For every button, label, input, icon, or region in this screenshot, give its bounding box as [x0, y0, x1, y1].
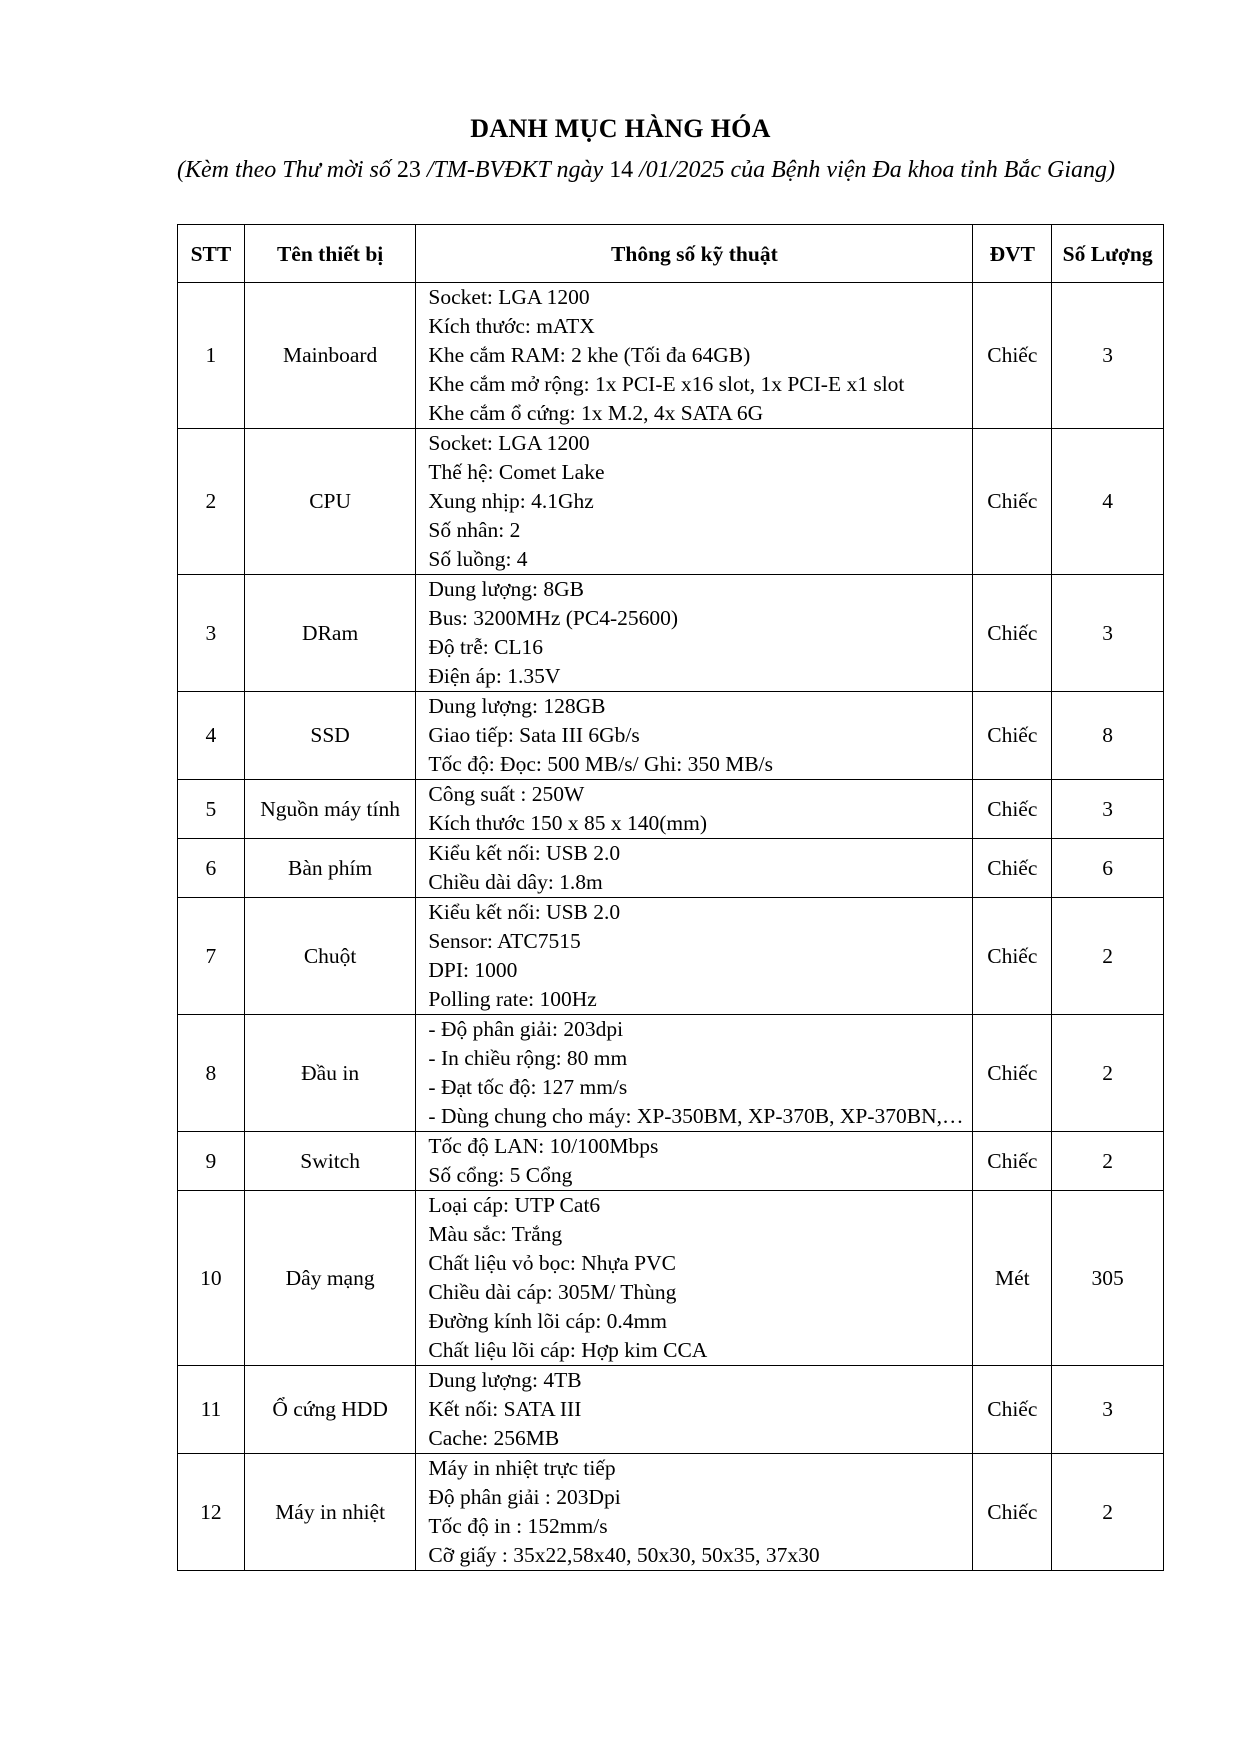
letter-day: 14 [609, 157, 634, 183]
header-unit: ĐVT [973, 225, 1052, 283]
cell-spec [416, 1366, 973, 1454]
cell-quantity: 2 [1052, 1132, 1164, 1191]
cell-spec [416, 1191, 973, 1366]
cell-device-name: CPU [244, 429, 416, 575]
table-row [178, 575, 1164, 692]
cell-stt: 11 [178, 1366, 245, 1454]
table-row [178, 1366, 1164, 1454]
cell-stt: 4 [178, 692, 245, 780]
spec-line: Khe cắm mở rộng: 1x PCI-E x16 slot, 1x PCI-E x1 slot [428, 372, 905, 396]
spec-line: Loại cáp: UTP Cat6 [428, 1193, 601, 1217]
cell-stt: 10 [178, 1191, 245, 1366]
cell-quantity: 2 [1052, 1454, 1164, 1571]
cell-stt: 6 [178, 839, 245, 898]
cell-quantity: 3 [1052, 283, 1164, 429]
table-row [178, 1132, 1164, 1191]
cell-unit: Chiếc [973, 692, 1052, 780]
spec-line: Khe cắm ổ cứng: 1x M.2, 4x SATA 6G [428, 401, 764, 425]
cell-device-name: SSD [244, 692, 416, 780]
spec-line: Tốc độ LAN: 10/100Mbps [428, 1134, 659, 1158]
spec-line: Socket: LGA 1200 [428, 285, 590, 309]
spec-line: Số nhân: 2 [428, 518, 521, 542]
cell-device-name: Chuột [244, 898, 416, 1015]
table-header-row [178, 225, 1164, 283]
table-row [178, 839, 1164, 898]
cell-stt: 1 [178, 283, 245, 429]
cell-quantity: 2 [1052, 1015, 1164, 1132]
cell-stt: 7 [178, 898, 245, 1015]
spec-line: Kết nối: SATA III [428, 1397, 582, 1421]
cell-quantity: 305 [1052, 1191, 1164, 1366]
spec-line: - In chiều rộng: 80 mm [428, 1046, 628, 1070]
spec-line: Độ phân giải : 203Dpi [428, 1485, 621, 1509]
cell-unit: Chiếc [973, 780, 1052, 839]
cell-stt: 5 [178, 780, 245, 839]
cell-spec [416, 1454, 973, 1571]
spec-line: Dung lượng: 128GB [428, 694, 606, 718]
header-spec: Thông số kỹ thuật [416, 225, 973, 283]
table-row [178, 780, 1164, 839]
table-row [178, 692, 1164, 780]
cell-quantity: 8 [1052, 692, 1164, 780]
spec-line: Sensor: ATC7515 [428, 929, 581, 953]
spec-line: Chất liệu lõi cáp: Hợp kim CCA [428, 1338, 708, 1362]
header-stt: STT [178, 225, 245, 283]
subtitle-text: /01/2025 của Bệnh viện Đa khoa tỉnh Bắc Giang) [633, 157, 1116, 183]
cell-spec [416, 1015, 973, 1132]
letter-number: 23 [396, 157, 421, 183]
table-row [178, 1454, 1164, 1571]
cell-unit: Chiếc [973, 898, 1052, 1015]
cell-unit: Chiếc [973, 1132, 1052, 1191]
cell-spec [416, 898, 973, 1015]
spec-line: DPI: 1000 [428, 958, 518, 982]
cell-device-name: Đầu in [244, 1015, 416, 1132]
spec-line: Máy in nhiệt trực tiếp [428, 1456, 616, 1480]
table-body [178, 283, 1164, 1571]
cell-spec [416, 283, 973, 429]
cell-device-name: Switch [244, 1132, 416, 1191]
spec-line: Kích thước 150 x 85 x 140(mm) [428, 811, 708, 835]
goods-table [177, 224, 1164, 1571]
cell-spec [416, 839, 973, 898]
spec-line: Độ trễ: CL16 [428, 635, 544, 659]
cell-device-name: Bàn phím [244, 839, 416, 898]
spec-line: Đường kính lõi cáp: 0.4mm [428, 1309, 668, 1333]
spec-line: Công suất : 250W [428, 782, 585, 806]
cell-device-name: Mainboard [244, 283, 416, 429]
spec-line: Socket: LGA 1200 [428, 431, 590, 455]
cell-stt: 9 [178, 1132, 245, 1191]
subtitle-text: /TM-BVĐKT ngày [420, 157, 610, 183]
document-subtitle [177, 154, 1137, 187]
cell-spec [416, 1132, 973, 1191]
table-row [178, 429, 1164, 575]
table-row [178, 1191, 1164, 1366]
cell-device-name: Ổ cứng HDD [244, 1366, 416, 1454]
cell-quantity: 6 [1052, 839, 1164, 898]
spec-line: Dung lượng: 8GB [428, 577, 585, 601]
cell-unit: Mét [973, 1191, 1052, 1366]
cell-quantity: 2 [1052, 898, 1164, 1015]
cell-quantity: 3 [1052, 1366, 1164, 1454]
cell-unit: Chiếc [973, 575, 1052, 692]
spec-line: Cache: 256MB [428, 1426, 560, 1450]
spec-line: Kích thước: mATX [428, 314, 595, 338]
spec-line: Chất liệu vỏ bọc: Nhựa PVC [428, 1251, 676, 1275]
cell-device-name: Máy in nhiệt [244, 1454, 416, 1571]
spec-line: Giao tiếp: Sata III 6Gb/s [428, 723, 640, 747]
cell-spec [416, 575, 973, 692]
spec-line: Số luồng: 4 [428, 547, 528, 571]
cell-unit: Chiếc [973, 1366, 1052, 1454]
spec-line: Chiều dài cáp: 305M/ Thùng [428, 1280, 677, 1304]
header-quantity: Số Lượng [1052, 225, 1164, 283]
spec-line: Khe cắm RAM: 2 khe (Tối đa 64GB) [428, 343, 751, 367]
cell-quantity: 3 [1052, 780, 1164, 839]
spec-line: Chiều dài dây: 1.8m [428, 870, 603, 894]
cell-unit: Chiếc [973, 1454, 1052, 1571]
spec-line: Polling rate: 100Hz [428, 987, 597, 1011]
cell-unit: Chiếc [973, 839, 1052, 898]
cell-stt: 2 [178, 429, 245, 575]
spec-line: - Độ phân giải: 203dpi [428, 1017, 624, 1041]
spec-line: Kiểu kết nối: USB 2.0 [428, 900, 621, 924]
cell-spec [416, 780, 973, 839]
spec-line: Tốc độ: Đọc: 500 MB/s/ Ghi: 350 MB/s [428, 752, 774, 776]
cell-spec [416, 692, 973, 780]
cell-device-name: Dây mạng [244, 1191, 416, 1366]
spec-line: Tốc độ in : 152mm/s [428, 1514, 608, 1538]
cell-quantity: 3 [1052, 575, 1164, 692]
spec-line: Xung nhịp: 4.1Ghz [428, 489, 594, 513]
spec-line: - Đạt tốc độ: 127 mm/s [428, 1075, 628, 1099]
table-row [178, 898, 1164, 1015]
table-row [178, 1015, 1164, 1132]
header-device-name: Tên thiết bị [244, 225, 416, 283]
table-row [178, 283, 1164, 429]
cell-stt: 12 [178, 1454, 245, 1571]
cell-device-name: DRam [244, 575, 416, 692]
spec-line: Cỡ giấy : 35x22,58x40, 50x30, 50x35, 37x30 [428, 1543, 820, 1567]
spec-line: - Dùng chung cho máy: XP-350BM, XP-370B, XP-370BN,… [428, 1104, 964, 1128]
spec-line: Dung lượng: 4TB [428, 1368, 582, 1392]
cell-stt: 3 [178, 575, 245, 692]
spec-line: Số cổng: 5 Cổng [428, 1163, 573, 1187]
spec-line: Kiểu kết nối: USB 2.0 [428, 841, 621, 865]
cell-quantity: 4 [1052, 429, 1164, 575]
spec-line: Bus: 3200MHz (PC4-25600) [428, 606, 679, 630]
subtitle-text: (Kèm theo Thư mời số [177, 157, 397, 183]
spec-line: Điện áp: 1.35V [428, 664, 561, 688]
spec-line: Màu sắc: Trắng [428, 1222, 563, 1246]
cell-unit: Chiếc [973, 283, 1052, 429]
spec-line: Thế hệ: Comet Lake [428, 460, 605, 484]
cell-unit: Chiếc [973, 429, 1052, 575]
cell-spec [416, 429, 973, 575]
cell-stt: 8 [178, 1015, 245, 1132]
document-title: DANH MỤC HÀNG HÓA [470, 114, 771, 143]
cell-unit: Chiếc [973, 1015, 1052, 1132]
cell-device-name: Nguồn máy tính [244, 780, 416, 839]
